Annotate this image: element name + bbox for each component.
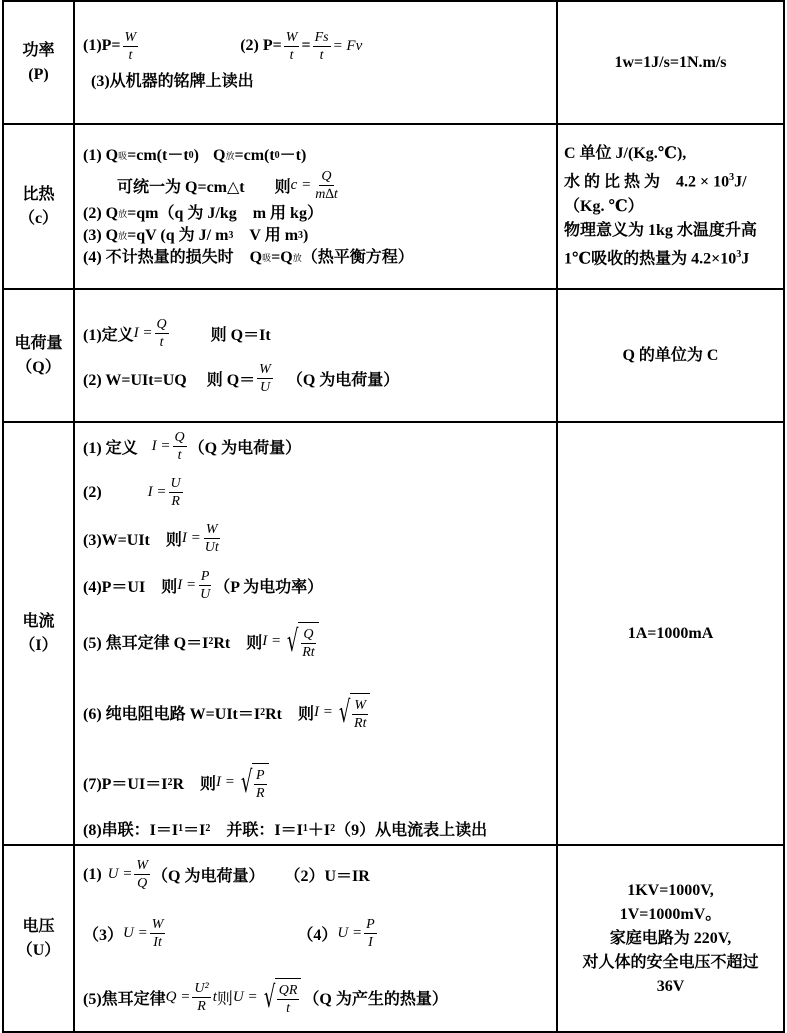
formula-text: (3)W=UIt 则 bbox=[83, 532, 182, 549]
row-voltage bbox=[3, 845, 784, 1032]
quantity-name: 电流 bbox=[22, 612, 55, 630]
formula-text: （2）U＝IR bbox=[284, 868, 370, 885]
formula-cell bbox=[74, 289, 557, 422]
formula-text: (6) 纯电阻电路 W=UIt＝I bbox=[83, 706, 261, 723]
superscript: 2 bbox=[208, 636, 214, 647]
unit-note: 1KV=1000V, bbox=[627, 881, 714, 899]
formula-text: ＝I bbox=[183, 822, 206, 839]
formula-var: U = bbox=[232, 989, 258, 1005]
fraction: $\frac{W}{t}$ bbox=[124, 29, 137, 63]
unit-note: （Kg. ℃） bbox=[564, 197, 644, 215]
formula-var: I = bbox=[216, 774, 235, 790]
unit-note: 物理意义为 1kg 水温度升高 bbox=[564, 221, 757, 239]
formula-var: I = bbox=[147, 484, 167, 500]
quantity-symbol: (P) bbox=[28, 65, 49, 83]
row-power bbox=[3, 1, 784, 124]
row-charge bbox=[3, 289, 784, 422]
square-root: √ $\frac{QR}{t}$ bbox=[260, 978, 302, 1018]
formula-var: I = bbox=[177, 577, 197, 593]
formula-text: =cm(t－t bbox=[127, 147, 189, 164]
unit-note-cell bbox=[557, 1, 784, 124]
formula-text: ) bbox=[303, 227, 309, 244]
formula-tail: = Fv bbox=[332, 37, 363, 54]
quantity-symbol: （Q） bbox=[16, 358, 61, 376]
formula-text: 则 bbox=[274, 179, 291, 196]
formula-text: (2) W=UIt=UQ 则 Q＝ bbox=[83, 371, 256, 389]
row-heat bbox=[3, 124, 784, 289]
formula-text: (2) bbox=[83, 483, 102, 501]
row-current bbox=[3, 422, 784, 845]
formula-cell bbox=[74, 845, 557, 1032]
unit-note: C 单位 J/(Kg.℃), bbox=[564, 145, 687, 163]
unit-note: 1V=1000mV。 bbox=[619, 905, 722, 923]
formula-text: （Q 为电荷量） bbox=[152, 868, 265, 885]
unit-note-cell bbox=[557, 845, 784, 1032]
formula-line: (3)从机器的铭牌上读出 bbox=[91, 72, 254, 90]
formula-text: （3） bbox=[83, 927, 124, 944]
quantity-name-cell bbox=[3, 422, 74, 845]
formula-var: U = bbox=[107, 866, 133, 882]
formula-text: (5) 焦耳定律 Q＝I bbox=[83, 635, 209, 652]
formula-text: ) bbox=[193, 147, 199, 164]
subscript: 放 bbox=[292, 253, 302, 263]
quantity-name-cell bbox=[3, 124, 74, 289]
formula-text: （P 为电功率） bbox=[214, 579, 324, 596]
formula-text: （Q 为电荷量） bbox=[286, 371, 400, 389]
subscript: 2 bbox=[330, 823, 336, 834]
subscript: 0 bbox=[274, 150, 280, 161]
formula-text: (8)串联：I＝I bbox=[83, 822, 179, 839]
quantity-name: 电荷量 bbox=[14, 334, 63, 352]
subscript: 1 bbox=[302, 823, 308, 834]
formula-text: (7)P＝UI＝I bbox=[83, 776, 168, 793]
formula-text: （Q 为电荷量） bbox=[188, 440, 302, 457]
subscript: 放 bbox=[225, 151, 235, 161]
superscript: 2 bbox=[167, 777, 173, 788]
formula-text: (3) Q bbox=[83, 227, 119, 244]
formula-var: I = bbox=[151, 438, 171, 454]
square-root: √ $\frac{W}{Rt}$ bbox=[335, 693, 371, 733]
square-root: √ $\frac{P}{R}$ bbox=[237, 763, 269, 803]
unit-note: 水 的 比 热 为 $4.2 \times 10^3J/$ bbox=[564, 172, 747, 191]
formula-text: (1) 定义 bbox=[83, 440, 138, 457]
formula-cell bbox=[74, 422, 557, 845]
formula-text: =Q bbox=[271, 249, 293, 266]
formula-text: 则 Q＝It bbox=[210, 326, 271, 344]
formula-label: (2) P= bbox=[240, 37, 282, 54]
fraction: $\frac{W}{U}$ bbox=[259, 361, 271, 395]
quantity-symbol: （I） bbox=[19, 636, 58, 654]
formula-text: V 用 m bbox=[233, 227, 299, 244]
formula-table bbox=[2, 0, 785, 1033]
formula-text: 并联：I＝I bbox=[210, 822, 303, 839]
quantity-name-cell bbox=[3, 1, 74, 124]
superscript: 3 bbox=[228, 230, 234, 241]
fraction: $\frac{P}{I}$ bbox=[366, 917, 375, 950]
fraction: $\frac{W}{Ut}$ bbox=[204, 522, 219, 555]
formula-text: (1) Q bbox=[83, 147, 119, 164]
superscript: 2 bbox=[260, 707, 266, 718]
subscript: 0 bbox=[188, 150, 194, 161]
superscript: 3 bbox=[298, 230, 304, 241]
formula-var: U = bbox=[123, 925, 148, 941]
formula-cell bbox=[74, 1, 557, 124]
quantity-name-cell bbox=[3, 289, 74, 422]
fraction: $\frac{W}{t}$ bbox=[285, 29, 298, 63]
subscript: 吸 bbox=[262, 253, 272, 263]
formula-text: （4） bbox=[297, 927, 338, 944]
unit-note-cell bbox=[557, 289, 784, 422]
formula-text: （Q 为产生的热量） bbox=[303, 991, 448, 1008]
unit-note-cell bbox=[557, 422, 784, 845]
formula-text: R 则 bbox=[172, 776, 217, 793]
fraction: $\frac{\text{U²}}{R}$ bbox=[194, 981, 209, 1014]
subscript: 放 bbox=[118, 231, 128, 241]
fraction: $\frac{Q}{m\Delta t}$ bbox=[315, 169, 338, 202]
equals: = bbox=[301, 37, 311, 54]
formula-label: (1)P= bbox=[83, 37, 121, 54]
formula-text: ＋I bbox=[307, 822, 331, 839]
fraction: $\frac{W}{It}$ bbox=[151, 917, 164, 950]
formula-text: （热平衡方程） bbox=[301, 249, 414, 266]
formula-text: 可统一为 Q=cm△t bbox=[117, 179, 245, 196]
unit-note: 1℃吸收的热量为 $4.2\times 10^3J$ bbox=[564, 248, 750, 267]
unit-note: Q 的单位为 C bbox=[622, 346, 719, 364]
fraction: $\frac{W}{Q}$ bbox=[136, 858, 149, 891]
fraction: $\frac{Q}{t}$ bbox=[174, 430, 185, 463]
fraction: $\frac{U}{R}$ bbox=[170, 476, 181, 509]
formula-text: (1)定义 bbox=[83, 326, 134, 344]
unit-note: 36V bbox=[656, 977, 685, 995]
subscript: 吸 bbox=[118, 151, 128, 161]
fraction: $\frac{P}{U}$ bbox=[200, 569, 211, 602]
quantity-name: 功率 bbox=[22, 41, 55, 59]
formula-var: t bbox=[212, 989, 217, 1005]
quantity-name: 电压 bbox=[22, 917, 55, 935]
subscript: 1 bbox=[178, 823, 184, 834]
formula-text: Rt 则 bbox=[265, 706, 315, 723]
formula-var: c = bbox=[290, 177, 312, 193]
formula-text: =cm(t bbox=[234, 147, 275, 164]
unit-note: 1w=1J/s=1N.m/s bbox=[614, 53, 727, 71]
formula-text: (2) Q bbox=[83, 205, 119, 222]
formula-text: 则 bbox=[216, 991, 233, 1008]
formula-text: （9）从电流表上读出 bbox=[335, 822, 488, 839]
formula-text: =qm（q 为 J/kg m 用 kg） bbox=[127, 205, 323, 222]
quantity-name: 比热 bbox=[22, 185, 55, 203]
formula-text: (5)焦耳定律 bbox=[83, 991, 166, 1008]
formula-var: I = bbox=[262, 633, 282, 649]
formula-text: Rt 则 bbox=[213, 635, 263, 652]
fraction: $\frac{Fs}{t}$ bbox=[314, 29, 329, 63]
unit-note-cell bbox=[557, 124, 784, 289]
quantity-symbol: （c） bbox=[18, 209, 59, 227]
formula-text: Q bbox=[213, 147, 226, 164]
fraction: $\frac{Q}{t}$ bbox=[156, 316, 167, 350]
unit-note: 1A=1000mA bbox=[627, 624, 714, 642]
formula-var: I = bbox=[181, 530, 201, 546]
unit-note: 对人体的安全电压不超过 bbox=[582, 953, 759, 971]
formula-var: I = bbox=[314, 704, 333, 720]
formula-cell bbox=[74, 124, 557, 289]
formula-text: (4)P＝UI 则 bbox=[83, 579, 178, 596]
formula-var: Q = bbox=[165, 989, 191, 1005]
formula-text: (4) 不计热量的损失时 Q bbox=[83, 249, 263, 266]
subscript: 2 bbox=[205, 823, 211, 834]
formula-var: I = bbox=[133, 324, 153, 341]
formula-var: U = bbox=[337, 925, 363, 941]
quantity-name-cell bbox=[3, 845, 74, 1032]
square-root: √ $\frac{Q}{Rt}$ bbox=[283, 622, 319, 662]
formula-text: (1) bbox=[83, 865, 102, 883]
quantity-symbol: （U） bbox=[16, 941, 61, 959]
formula-text: =qV (q 为 J/ m bbox=[127, 227, 229, 244]
formula-text: －t) bbox=[279, 147, 307, 164]
unit-note: 家庭电路为 220V, bbox=[609, 929, 732, 947]
subscript: 放 bbox=[118, 209, 128, 219]
